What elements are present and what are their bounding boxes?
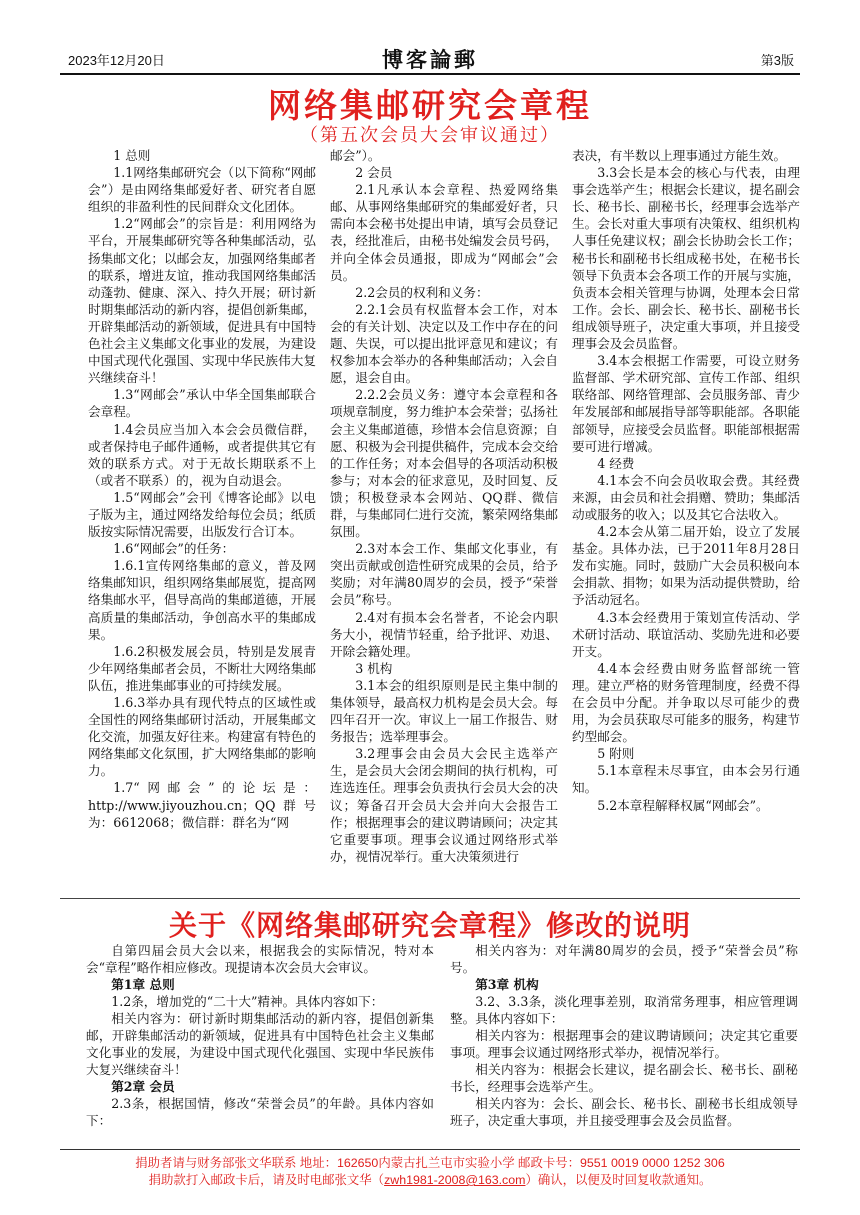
paragraph: 2.1凡承认本会章程、热爱网络集邮、从事网络集邮研究的集邮爱好者，只需向本会秘书处提出申请，填写会员登记表，经批准后，由秘书处编发会员号码，并向全体会员通报，即成为“网邮会”会员。 xyxy=(330,182,558,283)
paragraph: 1.5“网邮会”会刊《博客论邮》以电子版为主，通过网络发给每位会员；纸质版按实际情况需要，出版发行合订本。 xyxy=(88,489,316,540)
chapter-heading: 第3章 机构 xyxy=(475,977,539,992)
amendment-title: 关于《网络集邮研究会章程》修改的说明 xyxy=(168,910,691,941)
paragraph: 1.1网络集邮研究会（以下简称“网邮会”）是由网络集邮爱好者、研究者自愿组织的非盈利性的民间群众文化团体。 xyxy=(88,165,316,215)
paragraph: 自第四届会员大会以来，根据我会的实际情况，特对本会“章程”略作相应修改。现提请本次会员大会审议。 xyxy=(86,943,434,975)
paragraph: 1.7“网邮会”的论坛是：http://www.jiyouzhou.cn；QQ群号为：6612068；微信群：群名为“网 xyxy=(88,780,316,830)
chapter-heading: 第2章 会员 xyxy=(111,1079,175,1094)
issue-date: 2023年12月20日 xyxy=(68,53,165,68)
paragraph: 相关内容为：根据理事会的建议聘请顾问；决定其它重要事项。理事会议通过网络形式举办，视情况举行。 xyxy=(450,1028,798,1060)
header-rule xyxy=(60,73,800,75)
paragraph: 1.2条，增加党的“二十大”精神。具体内容如下： xyxy=(111,994,384,1009)
paragraph: 2.4对有损本会名誉者，不论会内职务大小，视情节轻重，给予批评、劝退、开除会籍处理。 xyxy=(330,609,558,659)
paragraph: 2.2会员的权利和义务： xyxy=(355,284,489,300)
paragraph: 2.2.1会员有权监督本会工作，对本会的有关计划、决定以及工作中存在的问题、失误，可以提出批评意见和建议；有权参加本会举办的各种集邮活动；入会自愿，退会自由。 xyxy=(330,301,558,386)
paragraph: 4.1本会不向会员收取会费。其经费来源，由会员和社会捐赠、赞助；集邮活动或服务的收入；以及其它合法收入。 xyxy=(572,472,800,522)
article-column-3 xyxy=(572,147,800,892)
footer-line-2-text: 捐助款打入邮政卡后，请及时电邮张文华（ xyxy=(148,1173,385,1187)
section-divider xyxy=(60,898,800,899)
paragraph: 邮会”）。 xyxy=(330,148,381,163)
paragraph: 5.1本章程未尽事宜，由本会另行通知。 xyxy=(572,763,800,796)
paragraph: 2.3对本会工作、集邮文化事业，有突出贡献或创造性研究成果的会员，给予奖励；对年满80周岁的会员，授予“荣誉会员”称号。 xyxy=(330,541,558,608)
paragraph: 1.2“网邮会”的宗旨是：利用网络为平台，开展集邮研究等各种集邮活动，弘扬集邮文化；以邮会友，加强网络集邮者的联系，增进友谊，推动我国网络集邮活动蓬勃、健康、深入、持久开展；研讨新时期集邮活动的新内容，提倡创新集邮，开辟集邮活动的新领域，促进具有中国特色社会主义集邮文化事业的发展，为建设中国式现代化强国、实现中华民族伟大复兴继续奋斗！ xyxy=(88,216,316,386)
paragraph: 3.4本会根据工作需要，可设立财务监督部、学术研究部、宣传工作部、组织联络部、网络管理部、会员服务部、青少年发展部和邮展指导部等职能部。各职能部领导，应接受会员监督。职能部根据需要可进行增减。 xyxy=(572,353,800,454)
paragraph: 4.4本会经费由财务监督部统一管理。建立严格的财务管理制度，经费不得在会员中分配。并争取以尽可能少的费用，为会员获取尽可能多的服务，构建节约型邮会。 xyxy=(572,660,800,745)
paragraph: 5.2本章程解释权属“网邮会”。 xyxy=(597,797,769,813)
email-link[interactable]: zwh1981-2008@163.com xyxy=(384,1173,526,1187)
article-subtitle: （第五次会员大会审议通过） xyxy=(300,125,560,145)
paragraph: 1.4会员应当加入本会会员微信群，或者保持电子邮件通畅，或者提供其它有效的联系方式。对于无故长期联系不上（或者不联系）的，视为自动退会。 xyxy=(88,421,316,488)
paragraph: 3.2、3.3条，淡化理事差别，取消常务理事，相应管理调整。具体内容如下： xyxy=(450,994,798,1026)
paragraph: 3.2理事会由会员大会民主选举产生，是会员大会闭会期间的执行机构，可连选连任。理事会负责执行会员大会的决议；筹备召开会员大会并向大会报告工作；根据理事会的建议聘请顾问；决定其它重要事项。理事会议通过网络形式举办，视情况举行。重大决策须进行 xyxy=(330,746,558,864)
article-body xyxy=(88,147,800,892)
article-title: 网络集邮研究会章程 xyxy=(268,87,592,124)
footer-line-2 xyxy=(60,1172,800,1189)
chapter-heading: 第1章 总则 xyxy=(111,977,175,992)
paragraph: 4.2本会从第二届开始，设立了发展基金。具体办法，已于2011年8月28日发布实施。同时，鼓励广大会员积极向本会捐款、捐物；如果为活动提供赞助，给予活动冠名。 xyxy=(572,524,800,608)
amendment-column-right xyxy=(450,942,798,1140)
paragraph: 1 总则 xyxy=(113,148,151,163)
paragraph: 3.1本会的组织原则是民主集中制的集体领导，最高权力机构是会员大会。每四年召开一次。审议上一届工作报告、财务报告；选举理事会。 xyxy=(330,677,558,745)
paragraph: 5 附则 xyxy=(597,746,635,762)
paragraph: 1.6“网邮会”的任务： xyxy=(113,541,235,557)
donation-footer xyxy=(60,1155,800,1189)
article-column-2 xyxy=(330,147,558,892)
paragraph: 相关内容为：研讨新时期集邮活动的新内容，提倡创新集邮，开辟集邮活动的新领域，促进具有中国特色社会主义集邮文化事业的发展，为建设中国式现代化强国、实现中华民族伟大复兴继续奋斗！ xyxy=(86,1011,434,1077)
masthead-logo: 博客論郵 xyxy=(382,47,478,72)
paragraph: 1.6.1宣传网络集邮的意义，普及网络集邮知识，组织网络集邮展览，提高网络集邮水平，倡导高尚的集邮道德，开展高质量的集邮活动，争创高水平的集邮成果。 xyxy=(88,558,316,642)
paragraph: 2.3条，根据国情，修改“荣誉会员”的年龄。具体内容如下： xyxy=(86,1096,434,1128)
paragraph: 1.6.3举办具有现代特点的区域性或全国性的网络集邮研讨活动，开展集邮文化交流，加强友好往来。构建富有特色的网络集邮文化氛围，扩大网络集邮的影响力。 xyxy=(88,695,316,779)
paragraph: 4.3本会经费用于策划宣传活动、学术研讨活动、联谊活动、奖励先进和必要开支。 xyxy=(572,609,800,659)
amendment-body xyxy=(86,942,798,1140)
page-header xyxy=(60,44,800,74)
paragraph: 表决，有半数以上理事通过方能生效。 xyxy=(572,148,787,163)
amendment-column-left xyxy=(86,942,434,1140)
footer-rule xyxy=(60,1149,800,1150)
footer-line-2-tail: ）确认，以便及时回复收款通知。 xyxy=(525,1173,712,1187)
page-number: 第3版 xyxy=(760,53,794,68)
paragraph: 2 会员 xyxy=(355,165,393,181)
article-column-1 xyxy=(88,147,316,892)
paragraph: 1.3“网邮会”承认中华全国集邮联合会章程。 xyxy=(88,387,316,420)
footer-line-1: 捐助者请与财务部张文华联系 地址：162650内蒙古扎兰屯市实验小学 邮政卡号：9551 0019 0000 1252 306 xyxy=(135,1156,725,1170)
paragraph: 3.3会长是本会的核心与代表，由理事会选举产生；根据会长建议，提名副会长、秘书长、副秘书长，经理事会选举产生。会长对重大事项有决策权、组织机构人事任免建议权；副会长协助会长工作；秘书长和副秘书长组成秘书处，在秘书长领导下负责本会各项工作的开展与实施，负责本会相关管理与协调，处理本会日常工作。会长、副会长、秘书长、副秘书长组成领导班子，决定重大事项，并且接受理事会及会员监督。 xyxy=(572,165,800,352)
paragraph: 相关内容为：会长、副会长、秘书长、副秘书长组成领导班子，决定重大事项，并且接受理事会及会员监督。 xyxy=(450,1096,798,1128)
paragraph: 相关内容为：根据会长建议，提名副会长、秘书长、副秘书长，经理事会选举产生。 xyxy=(450,1062,798,1094)
paragraph: 1.6.2积极发展会员，特别是发展青少年网络集邮者会员，不断壮大网络集邮队伍，推进集邮事业的可持续发展。 xyxy=(88,643,316,693)
paragraph: 3 机构 xyxy=(355,660,393,676)
paragraph: 相关内容为：对年满80周岁的会员，授予“荣誉会员”称号。 xyxy=(450,943,798,975)
paragraph: 2.2.2会员义务：遵守本会章程和各项规章制度，努力维护本会荣誉；弘扬社会主义集邮道德，珍惜本会信息资源；自愿、积极为会刊提供稿件，完成本会交给的工作任务；对本会倡导的各项活动积极参与；对本会的征求意见，及时回复、反馈；积极登录本会网站、QQ群、微信群，与集邮同仁进行交流，繁荣网络集邮氛围。 xyxy=(330,387,558,540)
paragraph: 4 经费 xyxy=(597,455,635,471)
